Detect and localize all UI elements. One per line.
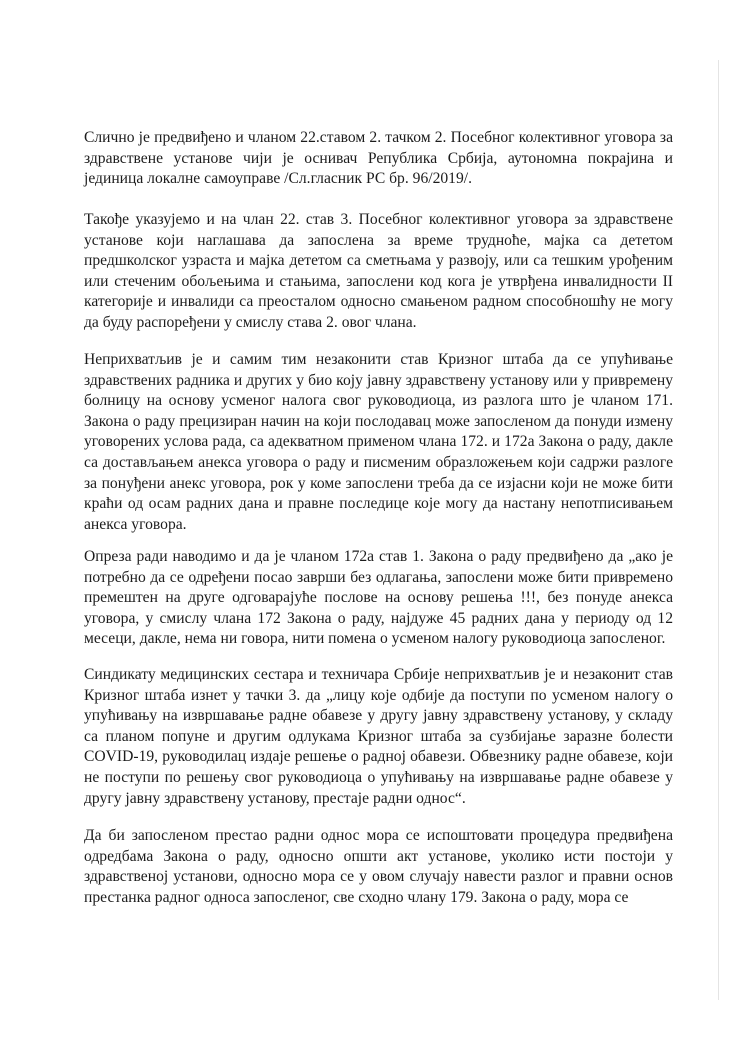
paragraph-6: Да би запосленом престао радни однос мора се испоштовати процедура предвиђена одредбама Закона о раду, односно општи акт установе, уколико исти постоји у здравственој установи, односно мора се у овом случају навести разлог и правни основ престанка радног односа запосленог, све сходно члану 179. Закона о раду, мора се [84, 827, 673, 906]
paragraph-3: Неприхватљив је и самим тим незаконити став Кризног штаба да се упућивање здравствених радника и других у био коју јавну здравствену установу или у привремену болницу на основу усменог налога свог руководиоца, из разлога што је чланом 171. Закона о раду прецизиран начин на који послодавац може запосленом да понуди измену уговорених услова рада, са адекватном применом члана 172. и 172а Закона о раду, дакле са достављањем анекса уговора о раду и писменим образложењем који садржи разлоге за понуђени анекс уговора, рок у коме запослени треба да се изјасни који не може бити краћи од осам радних дана и правне последице које могу да настану непотписивањем анекса уговора. [84, 351, 673, 533]
paragraph-2: Такође указујемо и на члан 22. став 3. Посебног колективног уговора за здравствене установе који наглашава да запослена за време трудноће, мајка са дететом предшколског узраста и мајка дететом са сметњама у развоју, или са тешким урођеним или стеченим обољењима и стањима, запослени код кога је утврђена инвалидности II категорије и инвалиди са преосталом односно смањеном радном способношћу не могу да буду распоређени у смислу става 2. овог члана. [84, 211, 673, 331]
paragraph-4: Опреза ради наводимо и да је чланом 172а став 1. Закона о раду предвиђено да „ако је потребно да се одређени посао заврши без одлагања, запослени може бити привремено премештен на друге одговарајуће послове на основу решења !!!, без понуде анекса уговора, у смислу члана 172 Закона о раду, најдуже 45 радних дана у периоду од 12 месеци, дакле, нема ни говора, нити помена о усменом налогу руководиоца запосленог. [84, 548, 673, 648]
scan-edge-divider [718, 60, 719, 1000]
paragraph-1: Слично је предвиђено и чланом 22.ставом 2. тачком 2. Посебног колективног уговора за здравствене установе чији је оснивач Република Србија, аутономна покрајина и јединица локалне самоуправе /Сл.гласник РС бр. 96/2019/. [84, 129, 673, 188]
paragraph-5: Синдикату медицинских сестара и техничара Србије неприхватљив је и незаконит став Кризног штаба изнет у тачки 3. да „лицу које одбије да поступи по усменом налогу о упућивању на извршавање радне обавезе у другу јавну здравствену установу, у складу са планом попуне и другим одлукама Кризног штаба за сузбијање заразне болести COVID-19, руководилац издаје решење о радној обавези. Обвезнику радне обавезе, који не поступи по решењу свог руководиоца о упућивању на извршавање радне обавезе у другу јавну здравствену установу, престаје радни однос“. [84, 666, 673, 807]
